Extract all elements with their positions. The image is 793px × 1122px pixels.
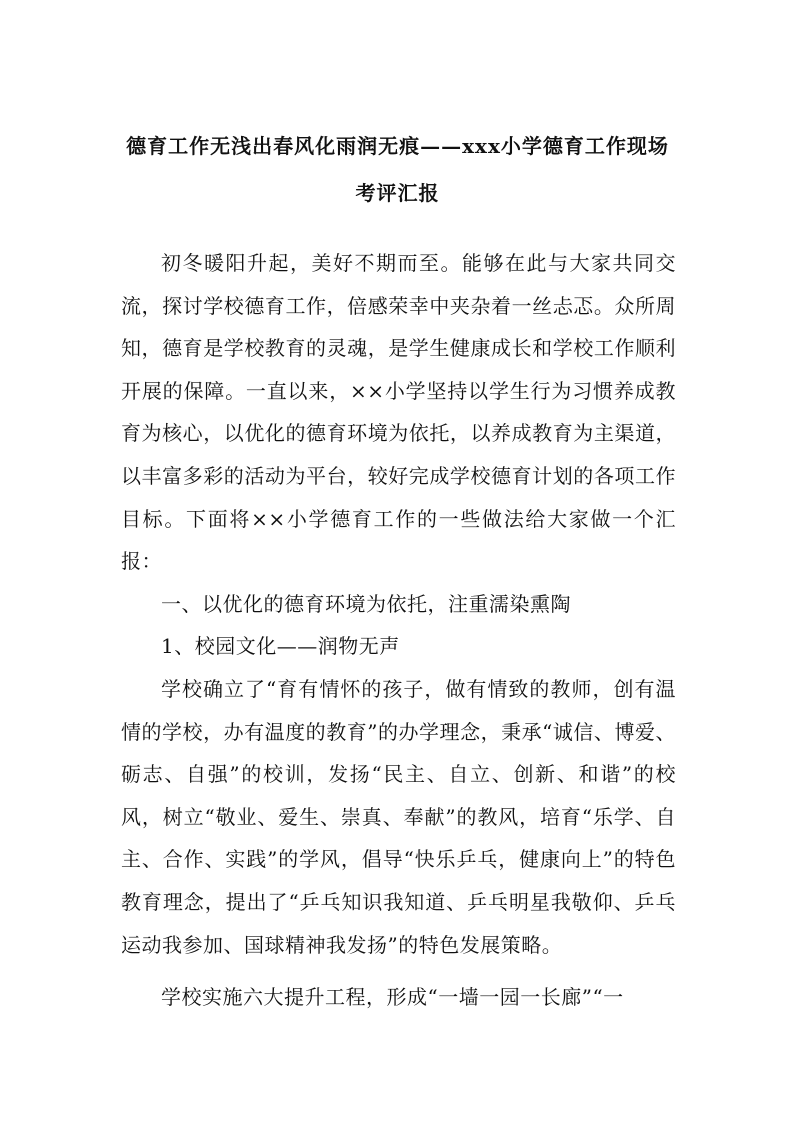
intro-paragraph: 初冬暖阳升起，美好不期而至。能够在此与大家共同交流，探讨学校德育工作，倍感荣幸中夹杂着一丝忐忑。众所周知，德育是学校教育的灵魂，是学生健康成长和学校工作顺利开展的保障。一直以来，××小学坚持以学生行为习惯养成教育为核心，以优化的德育环境为依托，以养成教育为主渠道，以丰富多彩的活动为平台，较好完成学校德育计划的各项工作目标。下面将××小学德育工作的一些做法给大家做一个汇报：: [121, 251, 676, 574]
body-paragraph-campus-culture: 学校确立了“育有情怀的孩子，做有情致的教师，创有温情的学校，办有温度的教育”的办学理念，秉承“诚信、博爱、砺志、自强”的校训，发扬“民主、自立、创新、和谐”的校风，树立“敬业、爱生、崇真、奉献”的教风，培育“乐学、自主、合作、实践”的学风，倡导“快乐乒乓，健康向上”的特色教育理念，提出了“乒乓知识我知道、乒乓明星我敬仰、乒乓运动我参加、国球精神我发扬”的特色发展策略。: [121, 676, 676, 957]
body-paragraph-projects: 学校实施六大提升工程，形成“一墙一园一长廊”“一: [161, 985, 624, 1010]
title-line-2: 考评汇报: [355, 181, 440, 205]
document-title: [110, 124, 685, 215]
subsection-heading-1: 1、校园文化——润物无声: [161, 634, 400, 659]
document-body: [121, 242, 676, 1019]
title-line-1: 德育工作无浅出春风化雨润无痕——xxx小学德育工作现场: [126, 134, 669, 158]
section-heading-1: 一、以优化的德育环境为依托，注重濡染熏陶: [161, 591, 571, 616]
